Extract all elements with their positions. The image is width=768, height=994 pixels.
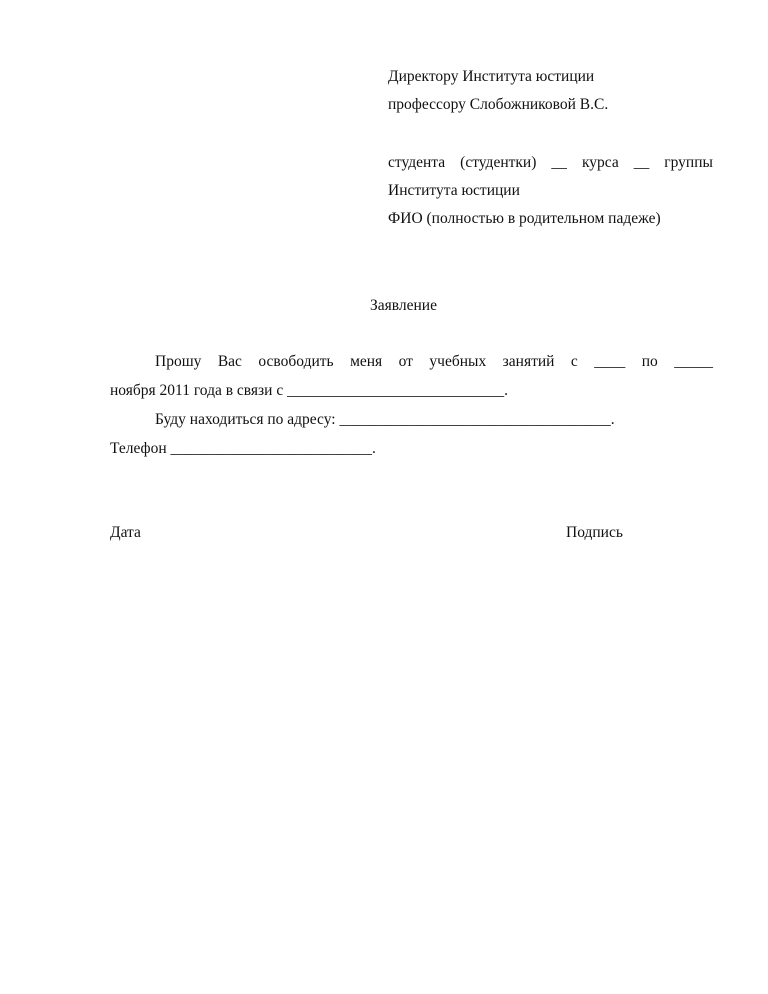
body-para1-line2: ноября 2011 года в связи с ____________________________. xyxy=(110,382,508,399)
sender-word: (студентки) xyxy=(460,154,537,171)
sender-word: курса xyxy=(581,154,619,171)
signature-label: Подпись xyxy=(566,524,623,541)
sender-line-2: Института юстиции xyxy=(388,182,520,199)
sender-line-3: ФИО (полностью в родительном падеже) xyxy=(388,210,661,227)
body-word: меня xyxy=(350,353,383,370)
body-word: Вас xyxy=(217,353,242,370)
body-word: ____ xyxy=(594,353,626,370)
body-word: с xyxy=(570,353,578,370)
body-word: _____ xyxy=(674,353,713,370)
sender-word: __ xyxy=(633,154,650,171)
body-para2-line1: Буду находиться по адресу: ___________________________________. xyxy=(155,411,615,428)
document-title: Заявление xyxy=(370,297,437,314)
body-word: от xyxy=(398,353,413,370)
date-label: Дата xyxy=(110,524,141,541)
body-word: занятий xyxy=(502,353,555,370)
recipient-line-2: профессору Слобожниковой В.С. xyxy=(388,96,609,113)
body-para1-line1 xyxy=(155,352,713,372)
body-word: учебных xyxy=(429,353,487,370)
body-para2-line2: Телефон __________________________. xyxy=(110,440,376,457)
sender-word: __ xyxy=(551,154,567,171)
sender-line-1 xyxy=(388,153,713,173)
sender-word: группы xyxy=(664,154,713,171)
body-word: по xyxy=(641,353,658,370)
recipient-line-1: Директору Института юстиции xyxy=(388,68,595,85)
body-word: освободить xyxy=(258,353,334,370)
body-word: Прошу xyxy=(155,353,202,370)
sender-word: студента xyxy=(388,154,446,171)
